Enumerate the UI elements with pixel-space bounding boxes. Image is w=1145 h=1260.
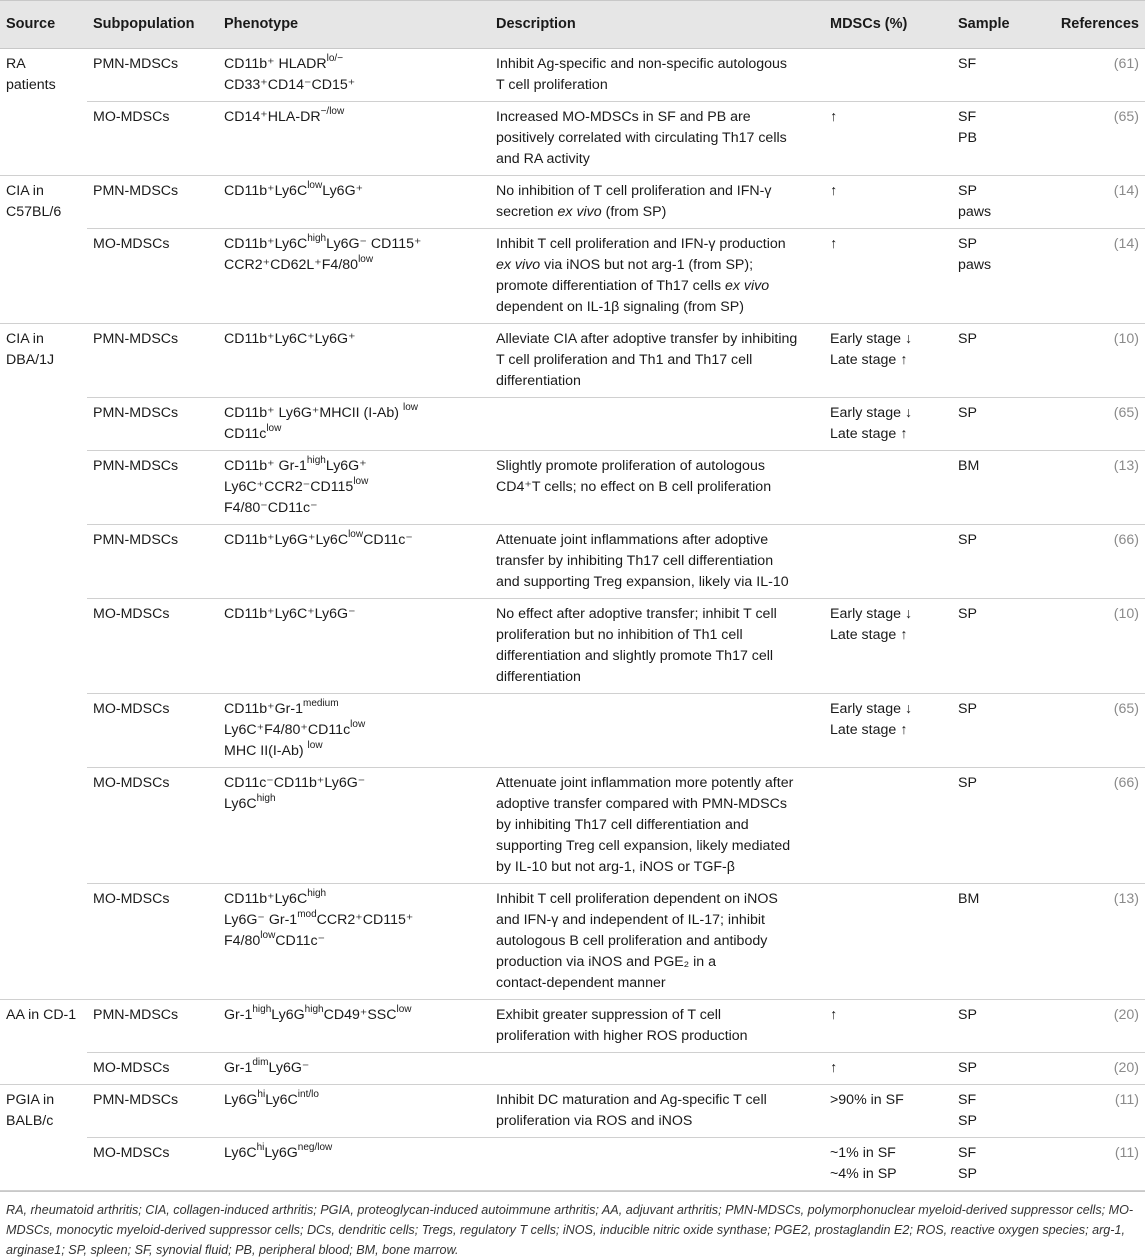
cell-reference[interactable] [1050,694,1145,768]
cell-mdscs-line: Early stage ↓ [830,331,913,347]
header-references: References [1050,1,1145,49]
cell-phenotype-line: $CCR2^+CD62L^+F4/80^{low}$ [224,254,374,273]
cell-mdscs [824,599,952,694]
cell-description [490,1000,824,1053]
cell-subpopulation-line: PMN-MDSCs [93,405,179,421]
cell-source [0,525,87,599]
cell-reference-line: (65) [1113,701,1139,717]
cell-reference-line: (66) [1113,532,1139,548]
cell-source [0,176,87,229]
cell-phenotype [218,768,490,884]
cell-reference[interactable] [1050,229,1145,324]
cell-subpopulation [87,398,218,451]
cell-phenotype-line: $CD11c^{low}$ [224,423,282,442]
cell-subpopulation [87,229,218,324]
cell-phenotype-line: CD11c⁻CD11b⁺Ly6G⁻ [224,775,366,791]
cell-phenotype [218,176,490,229]
cell-reference-line: (65) [1113,405,1139,421]
cell-mdscs [824,694,952,768]
cell-phenotype-line: CD11b⁺Ly6C⁺Ly6G⁻ [224,606,356,622]
cell-sample [952,884,1050,1000]
cell-description-line: No effect after adoptive transfer; inhibit T cell [496,606,777,622]
cell-subpopulation-line: PMN-MDSCs [93,458,179,474]
cell-sample-line: SP [958,183,977,199]
header-sample: Sample [952,1,1050,49]
cell-subpopulation [87,102,218,176]
cell-reference-line: (11) [1114,1145,1139,1161]
cell-description-line: Exhibit greater suppression of T cell [496,1007,722,1023]
cell-reference[interactable] [1050,451,1145,525]
cell-description-line: supporting Treg cell expansion, likely mediated [496,838,791,854]
cell-sample [952,49,1050,102]
cell-sample [952,324,1050,398]
cell-mdscs-line: ↑ [830,1007,838,1023]
cell-description-line: proliferation but no inhibition of Th1 cell [496,627,743,643]
cell-sample-line: SF [958,56,977,72]
cell-source-line: PGIA in [6,1092,55,1108]
table-row [0,1138,1145,1191]
cell-subpopulation-line: PMN-MDSCs [93,532,179,548]
cell-mdscs [824,451,952,525]
cell-reference[interactable] [1050,49,1145,102]
table-footnote: RA, rheumatoid arthritis; CIA, collagen-induced arthritis; PGIA, proteoglycan-induced autoimmune arthritis; AA, adjuvant arthritis; PMN-MDSCs, polymorphonuclear myeloid-derived suppressor cells; MO-MDSCs, monocytic myeloid-derived suppressor cells; DCs, dendritic cells; Tregs, regulatory T cells; iNOS, inducible nitric oxide synthase; PGE2, prostaglandin E2; ROS, reactive oxygen species; arg-1, arginase1; SP, spleen; SF, synovial fluid; PB, peripheral blood; BM, bone marrow. [0,1191,1145,1260]
cell-phenotype-line: MHC II(I-Ab) $^{low}$ [224,740,323,759]
cell-reference-line: (13) [1113,891,1139,907]
cell-phenotype [218,102,490,176]
cell-sample-line: paws [958,204,992,220]
cell-description [490,229,824,324]
cell-phenotype [218,49,490,102]
cell-phenotype [218,324,490,398]
cell-description-line: positively correlated with circulating Th17 cells [496,130,787,146]
cell-subpopulation [87,884,218,1000]
cell-phenotype-line: $Ly6C^+CCR2^-CD115^{low}$ [224,476,369,495]
cell-reference[interactable] [1050,768,1145,884]
cell-sample-line: SP [958,1166,977,1182]
cell-sample [952,176,1050,229]
cell-mdscs-line: ~1% in SF [830,1145,896,1161]
cell-source [0,1000,87,1053]
cell-phenotype [218,1053,490,1085]
cell-description-line: Attenuate joint inflammation more potently after [496,775,794,791]
cell-reference[interactable] [1050,525,1145,599]
cell-source [0,324,87,398]
cell-mdscs-line: ↑ [830,183,838,199]
cell-reference-line: (10) [1113,331,1139,347]
cell-source [0,1085,87,1138]
cell-mdscs [824,1138,952,1191]
cell-phenotype-line: $CD11b^+Ly6G^+Ly6C^{low}CD11c^-$ [224,529,413,548]
header-mdscs: MDSCs (%) [824,1,952,49]
cell-phenotype-line: CD11b⁺ $HLADR^{lo/-}$ [224,53,344,72]
cell-subpopulation-line: MO-MDSCs [93,891,170,907]
cell-sample-line: BM [958,891,980,907]
cell-source [0,884,87,1000]
cell-reference-line: (20) [1113,1007,1139,1023]
cell-phenotype-line: $Ly6G^{hi}Ly6C^{int/lo}$ [224,1089,319,1108]
cell-description [490,49,824,102]
cell-reference[interactable] [1050,176,1145,229]
cell-sample-line: SP [958,1060,977,1076]
cell-description-line: CD4⁺T cells; no effect on B cell proliferation [496,479,772,495]
cell-description [490,694,824,768]
cell-phenotype [218,884,490,1000]
cell-subpopulation-line: PMN-MDSCs [93,1092,179,1108]
cell-description-line: by IL-10 but not arg-1, iNOS or TGF-β [496,859,735,875]
table-row [0,176,1145,229]
header-row [0,1,1145,49]
cell-sample-line: SP [958,236,977,252]
cell-description-line: Alleviate CIA after adoptive transfer by inhibiting [496,331,798,347]
cell-phenotype-line: CD33⁺CD14⁻CD15⁺ [224,77,356,93]
cell-sample [952,1138,1050,1191]
cell-subpopulation-line: MO-MDSCs [93,606,170,622]
cell-reference[interactable] [1050,1053,1145,1085]
cell-mdscs-line: >90% in SF [830,1092,904,1108]
cell-source-line: CIA in [6,331,44,347]
cell-mdscs-line: ↑ [830,1060,838,1076]
table-row [0,768,1145,884]
cell-mdscs [824,1000,952,1053]
cell-subpopulation-line: PMN-MDSCs [93,1007,179,1023]
cell-sample [952,451,1050,525]
cell-subpopulation-line: MO-MDSCs [93,1145,170,1161]
cell-sample-line: SP [958,532,977,548]
cell-phenotype-line: $CD11b^+Ly6C^{high}Ly6G^-$ CD115⁺ [224,233,422,252]
cell-phenotype [218,1085,490,1138]
cell-mdscs [824,49,952,102]
cell-description [490,1053,824,1085]
cell-mdscs-line: Late stage ↑ [830,426,908,442]
cell-mdscs [824,102,952,176]
cell-mdscs [824,176,952,229]
cell-source-line: AA in CD-1 [6,1007,77,1023]
cell-reference-line: (65) [1113,109,1139,125]
cell-description [490,599,824,694]
cell-source-line: C57BL/6 [6,204,62,220]
cell-description-line: and RA activity [496,151,590,167]
cell-description-line: Inhibit T cell proliferation and IFN-γ production [496,236,786,252]
cell-subpopulation [87,49,218,102]
cell-reference-line: (11) [1114,1092,1139,1108]
cell-phenotype-line: $Ly6C^{high}$ [224,793,276,812]
header-phenotype: Phenotype [218,1,490,49]
cell-sample-line: SP [958,331,977,347]
cell-description-line: Slightly promote proliferation of autologous [496,458,765,474]
cell-phenotype-line: $Ly6C^{hi}Ly6G^{neg/low}$ [224,1142,333,1161]
cell-mdscs [824,229,952,324]
cell-reference-line: (13) [1113,458,1139,474]
cell-source [0,768,87,884]
cell-source [0,1053,87,1085]
cell-reference[interactable] [1050,102,1145,176]
cell-reference-line: (66) [1113,775,1139,791]
cell-sample [952,102,1050,176]
table-row [0,599,1145,694]
cell-description-line: by inhibiting Th17 cell differentiation and [496,817,749,833]
cell-sample-line: SP [958,1113,977,1129]
cell-mdscs-line: Late stage ↑ [830,627,908,643]
cell-subpopulation-line: PMN-MDSCs [93,331,179,347]
table-row [0,324,1145,398]
cell-description-line: promote differentiation of Th17 cells ex vivo [496,278,770,294]
cell-sample-line: SP [958,1007,977,1023]
cell-description [490,525,824,599]
cell-reference-line: (10) [1113,606,1139,622]
cell-sample [952,1053,1050,1085]
cell-description-line: transfer by inhibiting Th17 cell differentiation [496,553,774,569]
cell-sample-line: SP [958,606,977,622]
cell-description [490,451,824,525]
cell-description-line: Inhibit DC maturation and Ag-specific T cell [496,1092,767,1108]
cell-mdscs [824,398,952,451]
cell-source [0,1138,87,1191]
table-row [0,49,1145,102]
cell-subpopulation [87,1085,218,1138]
cell-sample-line: PB [958,130,977,146]
cell-description [490,1085,824,1138]
cell-description-line: Increased MO-MDSCs in SF and PB are [496,109,751,125]
cell-subpopulation [87,768,218,884]
cell-description-line: autologous B cell proliferation and antibody [496,933,768,949]
cell-source-line: patients [6,77,56,93]
cell-description-line: and supporting Treg expansion, likely via IL-10 [496,574,789,590]
cell-source [0,398,87,451]
cell-sample-line: SF [958,109,977,125]
cell-mdscs [824,1053,952,1085]
cell-sample-line: paws [958,257,992,273]
cell-subpopulation-line: MO-MDSCs [93,109,170,125]
cell-sample [952,1085,1050,1138]
cell-phenotype-line: CD11b⁺ Ly6G⁺MHCII (I-Ab) $^{low}$ [224,402,418,421]
table-row [0,451,1145,525]
table-row [0,525,1145,599]
cell-phenotype-line: $Gr-1^{dim}Ly6G^-$ [224,1057,310,1076]
cell-source-line: BALB/c [6,1113,54,1129]
cell-description-line: proliferation via ROS and iNOS [496,1113,693,1129]
cell-description-line: Inhibit Ag-specific and non-specific autologous [496,56,788,72]
table-row [0,1053,1145,1085]
cell-reference[interactable] [1050,1138,1145,1191]
cell-sample-line: SF [958,1092,977,1108]
cell-source-line: CIA in [6,183,44,199]
cell-description-line: adoptive transfer compared with PMN-MDSCs [496,796,787,812]
cell-reference[interactable] [1050,1000,1145,1053]
cell-description-line: and IFN-γ and independent of IL-17; inhibit [496,912,765,928]
cell-subpopulation-line: PMN-MDSCs [93,56,179,72]
cell-mdscs-line: ~4% in SP [830,1166,897,1182]
table-body [0,49,1145,1191]
cell-mdscs-line: Late stage ↑ [830,722,908,738]
cell-subpopulation-line: MO-MDSCs [93,1060,170,1076]
cell-description-line: differentiation [496,669,581,685]
cell-subpopulation [87,525,218,599]
cell-mdscs [824,1085,952,1138]
cell-sample-line: SP [958,775,977,791]
cell-reference[interactable] [1050,398,1145,451]
cell-mdscs-line: ↑ [830,109,838,125]
cell-phenotype [218,451,490,525]
cell-phenotype [218,694,490,768]
cell-reference[interactable] [1050,324,1145,398]
cell-phenotype-line: $CD11b^+Gr-1^{medium}$ [224,698,339,717]
table-row [0,1000,1145,1053]
cell-reference[interactable] [1050,884,1145,1000]
cell-phenotype [218,1138,490,1191]
cell-mdscs [824,324,952,398]
cell-sample [952,599,1050,694]
cell-description [490,768,824,884]
cell-description [490,102,824,176]
cell-source [0,229,87,324]
cell-source [0,102,87,176]
cell-reference-line: (14) [1113,183,1139,199]
cell-sample [952,768,1050,884]
cell-sample [952,1000,1050,1053]
cell-reference-line: (61) [1113,56,1139,72]
cell-subpopulation [87,1138,218,1191]
cell-mdscs-line: Early stage ↓ [830,701,913,717]
cell-phenotype-line: Ly6G⁻ $Gr-1^{mod}CCR2^+CD115^+$ [224,909,414,928]
cell-subpopulation-line: MO-MDSCs [93,701,170,717]
cell-source [0,451,87,525]
cell-source [0,599,87,694]
cell-subpopulation [87,599,218,694]
cell-phenotype [218,229,490,324]
cell-mdscs [824,884,952,1000]
cell-phenotype [218,599,490,694]
cell-description-line: production via iNOS and PGE₂ in a [496,954,717,970]
header-description: Description [490,1,824,49]
cell-source [0,49,87,102]
cell-sample [952,525,1050,599]
cell-phenotype [218,1000,490,1053]
cell-description-line: Inhibit T cell proliferation dependent on iNOS [496,891,778,907]
cell-mdscs-line: Early stage ↓ [830,405,913,421]
cell-phenotype-line: $CD11b^+Ly6C^{high}$ [224,888,327,907]
cell-sample-line: SP [958,701,977,717]
cell-sample [952,229,1050,324]
cell-mdscs [824,525,952,599]
cell-phenotype-line: CD11b⁺ $Gr-1^{high}Ly6G^+$ [224,455,367,474]
cell-sample-line: SF [958,1145,977,1161]
header-subpopulation: Subpopulation [87,1,218,49]
cell-description-line: secretion ex vivo (from SP) [496,204,667,220]
cell-description-line: differentiation and slightly promote Th17 cell [496,648,774,664]
cell-sample-line: SP [958,405,977,421]
cell-sample [952,694,1050,768]
cell-description [490,884,824,1000]
cell-subpopulation [87,1000,218,1053]
cell-subpopulation-line: PMN-MDSCs [93,183,179,199]
cell-sample-line: BM [958,458,980,474]
table-row [0,229,1145,324]
cell-description-line: Attenuate joint inflammations after adoptive [496,532,769,548]
table-row [0,694,1145,768]
cell-subpopulation [87,176,218,229]
cell-reference-line: (14) [1113,236,1139,252]
cell-description-line: ex vivo via iNOS but not arg-1 (from SP); [496,257,754,273]
cell-subpopulation-line: MO-MDSCs [93,236,170,252]
cell-description-line: dependent on IL-1β signaling (from SP) [496,299,744,315]
cell-description-line: differentiation [496,373,581,389]
table-row [0,884,1145,1000]
cell-description [490,398,824,451]
cell-subpopulation [87,451,218,525]
cell-phenotype [218,525,490,599]
cell-source [0,694,87,768]
cell-reference-line: (20) [1113,1060,1139,1076]
cell-sample [952,398,1050,451]
cell-description-line: contact-dependent manner [496,975,666,991]
header-source: Source [0,1,87,49]
cell-mdscs-line: Early stage ↓ [830,606,913,622]
cell-phenotype-line: $CD11b^+Ly6C^{low}Ly6G^+$ [224,180,364,199]
cell-phenotype-line: CD11b⁺Ly6C⁺Ly6G⁺ [224,331,356,347]
cell-subpopulation-line: MO-MDSCs [93,775,170,791]
cell-description-line: T cell proliferation [496,77,608,93]
cell-reference[interactable] [1050,1085,1145,1138]
cell-phenotype-line: $Ly6C^+F4/80^+CD11c^{low}$ [224,719,366,738]
cell-description-line: No inhibition of T cell proliferation and IFN-γ [496,183,772,199]
cell-source-line: DBA/1J [6,352,55,368]
cell-description [490,176,824,229]
cell-subpopulation [87,694,218,768]
cell-mdscs-line: Late stage ↑ [830,352,908,368]
cell-phenotype-line: F4/80⁻CD11c⁻ [224,500,318,516]
cell-phenotype-line: $F4/80^{low}CD11c^-$ [224,930,326,949]
cell-mdscs [824,768,952,884]
cell-description-line: T cell proliferation and Th1 and Th17 cell [496,352,753,368]
cell-subpopulation [87,1053,218,1085]
cell-phenotype-line: $CD14^+HLA-DR^{-/low}$ [224,106,345,125]
cell-subpopulation [87,324,218,398]
cell-reference[interactable] [1050,599,1145,694]
table-row [0,398,1145,451]
cell-description-line: proliferation with higher ROS production [496,1028,748,1044]
cell-mdscs-line: ↑ [830,236,838,252]
cell-source-line: RA [6,56,26,72]
table-row [0,102,1145,176]
cell-description [490,324,824,398]
cell-description [490,1138,824,1191]
table-row [0,1085,1145,1138]
cell-phenotype [218,398,490,451]
cell-phenotype-line: $Gr-1^{high}Ly6G^{high}CD49^+SSC^{low}$ [224,1004,412,1023]
